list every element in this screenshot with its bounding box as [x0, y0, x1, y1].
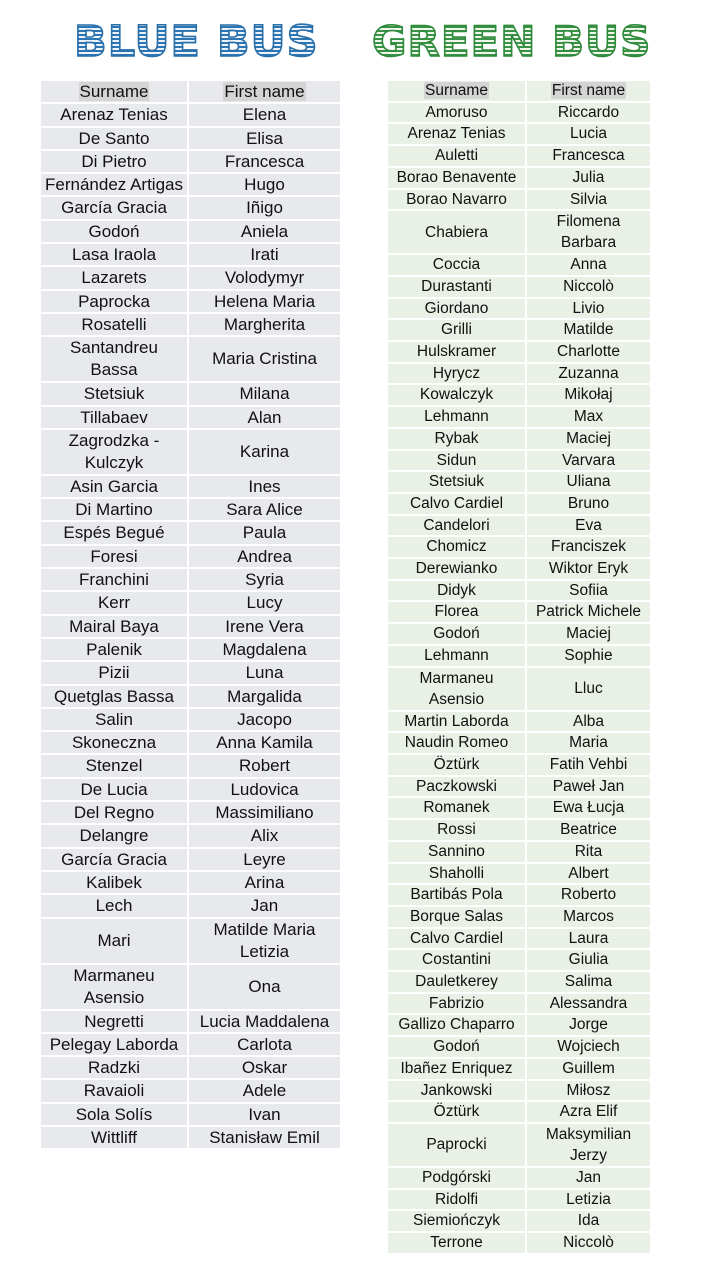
first-name-cell: Sophie	[527, 646, 650, 668]
surname-cell: García Gracia	[41, 849, 189, 872]
table-row	[388, 255, 650, 277]
table-row	[41, 291, 340, 314]
first-name-cell: Patrick Michele	[527, 602, 650, 624]
first-name-cell: Milana	[189, 383, 340, 406]
table-row	[388, 1124, 650, 1168]
table-row	[388, 668, 650, 712]
surname-cell: Asin Garcia	[41, 476, 189, 499]
surname-cell: Lech	[41, 895, 189, 918]
surname-cell: Gallizo Chaparro	[388, 1015, 527, 1037]
table-row	[41, 314, 340, 337]
table-row	[41, 430, 340, 476]
first-name-cell: Lucy	[189, 592, 340, 615]
surname-cell: Palenik	[41, 639, 189, 662]
table-row	[41, 965, 340, 1011]
table-row	[41, 244, 340, 267]
first-name-cell: Charlotte	[527, 342, 650, 364]
table-row	[388, 798, 650, 820]
first-name-cell: Silvia	[527, 190, 650, 212]
surname-cell: Romanek	[388, 798, 527, 820]
first-name-cell: Elena	[189, 104, 340, 127]
table-row	[41, 895, 340, 918]
table-row	[41, 174, 340, 197]
table-row	[41, 779, 340, 802]
table-row	[41, 383, 340, 406]
first-name-cell: Iñigo	[189, 197, 340, 220]
blue-bus-header-row	[41, 81, 340, 104]
table-row	[388, 581, 650, 603]
surname-cell: Godoń	[41, 221, 189, 244]
first-name-cell: Jorge	[527, 1015, 650, 1037]
first-name-cell: Alessandra	[527, 994, 650, 1016]
surname-cell: Bartibás Pola	[388, 885, 527, 907]
table-row	[388, 1190, 650, 1212]
first-name-cell: Robert	[189, 755, 340, 778]
first-name-cell: Sara Alice	[189, 499, 340, 522]
surname-cell: Giordano	[388, 299, 527, 321]
table-row	[41, 872, 340, 895]
table-row	[388, 146, 650, 168]
table-row	[388, 537, 650, 559]
surname-cell: Stetsiuk	[41, 383, 189, 406]
surname-cell: Shaholli	[388, 864, 527, 886]
first-name-cell: Ida	[527, 1211, 650, 1233]
surname-cell: Fernández Artigas	[41, 174, 189, 197]
table-row	[388, 929, 650, 951]
table-row	[388, 1233, 650, 1253]
surname-cell: Podgórski	[388, 1168, 527, 1190]
surname-cell: Di Pietro	[41, 151, 189, 174]
table-row	[41, 1011, 340, 1034]
table-row	[41, 709, 340, 732]
first-name-cell: Mikołaj	[527, 385, 650, 407]
surname-cell: Öztürk	[388, 1102, 527, 1124]
table-row	[388, 755, 650, 777]
first-name-cell: Irene Vera	[189, 616, 340, 639]
table-row	[388, 1037, 650, 1059]
surname-cell: Stetsiuk	[388, 472, 527, 494]
table-row	[388, 646, 650, 668]
table-row	[41, 592, 340, 615]
first-name-cell: Karina	[189, 430, 340, 476]
table-row	[388, 429, 650, 451]
table-row	[41, 1080, 340, 1103]
surname-cell: Di Martino	[41, 499, 189, 522]
table-row	[41, 849, 340, 872]
surname-cell: Del Regno	[41, 802, 189, 825]
green-bus-title: GREEN BUS	[372, 14, 651, 70]
table-row	[388, 1059, 650, 1081]
surname-cell: Skoneczna	[41, 732, 189, 755]
first-name-cell: Margherita	[189, 314, 340, 337]
table-row	[41, 1104, 340, 1127]
surname-cell: De Lucia	[41, 779, 189, 802]
surname-cell: Arenaz Tenias	[41, 104, 189, 127]
table-row	[388, 842, 650, 864]
surname-cell: Paprocki	[388, 1124, 527, 1168]
green-bus-table	[388, 81, 650, 1253]
table-row	[388, 494, 650, 516]
first-name-cell: Anna	[527, 255, 650, 277]
table-row	[388, 559, 650, 581]
table-row	[41, 151, 340, 174]
surname-cell: Ravaioli	[41, 1080, 189, 1103]
first-name-cell: Jan	[527, 1168, 650, 1190]
surname-cell: Durastanti	[388, 277, 527, 299]
surname-cell: Salin	[41, 709, 189, 732]
first-name-cell: Aniela	[189, 221, 340, 244]
table-row	[388, 211, 650, 255]
surname-cell: Sannino	[388, 842, 527, 864]
table-row	[41, 825, 340, 848]
blue-bus-table	[41, 81, 340, 1148]
first-name-cell: Varvara	[527, 451, 650, 473]
table-row	[41, 662, 340, 685]
table-row	[388, 1168, 650, 1190]
first-name-cell: Niccolò	[527, 277, 650, 299]
first-name-cell: Fatih Vehbi	[527, 755, 650, 777]
table-row	[388, 885, 650, 907]
green-bus-header-row	[388, 81, 650, 103]
table-row	[41, 267, 340, 290]
surname-cell: Rosatelli	[41, 314, 189, 337]
surname-cell: Delangre	[41, 825, 189, 848]
table-row	[388, 733, 650, 755]
surname-cell: Espés Begué	[41, 522, 189, 545]
surname-cell: Franchini	[41, 569, 189, 592]
first-name-cell: Alba	[527, 712, 650, 734]
table-row	[388, 516, 650, 538]
surname-cell: Rossi	[388, 820, 527, 842]
table-row	[41, 546, 340, 569]
first-name-cell: Laura	[527, 929, 650, 951]
table-row	[41, 1057, 340, 1080]
table-row	[41, 407, 340, 430]
table-row	[388, 1102, 650, 1124]
first-name-cell: Matilde	[527, 320, 650, 342]
first-name-cell: Franciszek	[527, 537, 650, 559]
table-row	[388, 950, 650, 972]
surname-cell: Kalibek	[41, 872, 189, 895]
first-name-cell: Salima	[527, 972, 650, 994]
first-name-cell: Rita	[527, 842, 650, 864]
first-name-cell: Eva	[527, 516, 650, 538]
first-name-cell: Volodymyr	[189, 267, 340, 290]
surname-cell: Negretti	[41, 1011, 189, 1034]
first-name-cell: Maciej	[527, 624, 650, 646]
first-name-cell: Luna	[189, 662, 340, 685]
surname-cell: Kowalczyk	[388, 385, 527, 407]
first-name-cell: Ewa Łucja	[527, 798, 650, 820]
table-row	[388, 364, 650, 386]
table-row	[388, 277, 650, 299]
surname-cell: Zagrodzka - Kulczyk	[41, 430, 189, 476]
surname-cell: Auletti	[388, 146, 527, 168]
first-name-cell: Wojciech	[527, 1037, 650, 1059]
surname-cell: Lehmann	[388, 646, 527, 668]
table-row	[41, 569, 340, 592]
surname-cell: Paczkowski	[388, 777, 527, 799]
surname-cell: Hyrycz	[388, 364, 527, 386]
surname-cell: Calvo Cardiel	[388, 929, 527, 951]
first-name-cell: Albert	[527, 864, 650, 886]
table-row	[388, 864, 650, 886]
first-name-cell: Helena Maria	[189, 291, 340, 314]
surname-cell: Marmaneu Asensio	[388, 668, 527, 712]
first-name-cell: Maciej	[527, 429, 650, 451]
table-row	[388, 472, 650, 494]
first-name-cell: Alix	[189, 825, 340, 848]
table-row	[41, 919, 340, 965]
first-name-cell: Zuzanna	[527, 364, 650, 386]
blue-bus-table-body	[41, 81, 340, 1148]
surname-cell: Chomicz	[388, 537, 527, 559]
table-row	[388, 994, 650, 1016]
surname-cell: Naudin Romeo	[388, 733, 527, 755]
first-name-header: First name	[189, 81, 340, 104]
surname-cell: Borque Salas	[388, 907, 527, 929]
first-name-cell: Carlota	[189, 1034, 340, 1057]
table-row	[41, 1034, 340, 1057]
table-row	[388, 820, 650, 842]
table-row	[41, 522, 340, 545]
first-name-cell: Francesca	[527, 146, 650, 168]
table-row	[41, 476, 340, 499]
table-row	[388, 168, 650, 190]
surname-cell: Lasa Iraola	[41, 244, 189, 267]
blue-bus-title: BLUE BUS	[74, 14, 319, 70]
first-name-cell: Francesca	[189, 151, 340, 174]
table-row	[41, 104, 340, 127]
surname-cell: Amoruso	[388, 103, 527, 125]
table-row	[388, 712, 650, 734]
surname-cell: Florea	[388, 602, 527, 624]
surname-cell: Grilli	[388, 320, 527, 342]
surname-cell: Ridolfi	[388, 1190, 527, 1212]
first-name-cell: Paweł Jan	[527, 777, 650, 799]
first-name-cell: Lucia	[527, 124, 650, 146]
first-name-cell: Massimiliano	[189, 802, 340, 825]
first-name-cell: Anna Kamila	[189, 732, 340, 755]
surname-cell: Coccia	[388, 255, 527, 277]
first-name-cell: Guillem	[527, 1059, 650, 1081]
surname-cell: Tillabaev	[41, 407, 189, 430]
surname-cell: Wittliff	[41, 1127, 189, 1148]
table-row	[388, 777, 650, 799]
first-name-cell: Bruno	[527, 494, 650, 516]
surname-cell: Terrone	[388, 1233, 527, 1253]
surname-cell: Godoń	[388, 624, 527, 646]
first-name-cell: Max	[527, 407, 650, 429]
first-name-cell: Margalida	[189, 686, 340, 709]
first-name-cell: Andrea	[189, 546, 340, 569]
table-row	[41, 337, 340, 383]
first-name-cell: Ludovica	[189, 779, 340, 802]
table-row	[41, 1127, 340, 1148]
surname-cell: Martin Laborda	[388, 712, 527, 734]
surname-cell: Jankowski	[388, 1081, 527, 1103]
first-name-cell: Livio	[527, 299, 650, 321]
surname-cell: Godoń	[388, 1037, 527, 1059]
first-name-cell: Adele	[189, 1080, 340, 1103]
first-name-cell: Magdalena	[189, 639, 340, 662]
green-bus-table-body	[388, 81, 650, 1253]
surname-cell: Chabiera	[388, 211, 527, 255]
first-name-cell: Maksymilian Jerzy	[527, 1124, 650, 1168]
first-name-cell: Wiktor Eryk	[527, 559, 650, 581]
first-name-header: First name	[527, 81, 650, 103]
surname-cell: Lazarets	[41, 267, 189, 290]
surname-cell: Öztürk	[388, 755, 527, 777]
table-row	[388, 1211, 650, 1233]
surname-cell: Candelori	[388, 516, 527, 538]
table-row	[388, 407, 650, 429]
first-name-cell: Julia	[527, 168, 650, 190]
table-row	[388, 299, 650, 321]
first-name-cell: Syria	[189, 569, 340, 592]
first-name-cell: Niccolò	[527, 1233, 650, 1253]
table-row	[388, 907, 650, 929]
surname-cell: Pelegay Laborda	[41, 1034, 189, 1057]
first-name-cell: Filomena Barbara	[527, 211, 650, 255]
surname-cell: Quetglas Bassa	[41, 686, 189, 709]
first-name-cell: Giulia	[527, 950, 650, 972]
first-name-cell: Letizia	[527, 1190, 650, 1212]
surname-cell: Sidun	[388, 451, 527, 473]
first-name-cell: Jacopo	[189, 709, 340, 732]
surname-cell: De Santo	[41, 128, 189, 151]
first-name-cell: Stanisław Emil	[189, 1127, 340, 1148]
surname-cell: Calvo Cardiel	[388, 494, 527, 516]
surname-cell: Fabrizio	[388, 994, 527, 1016]
surname-header: Surname	[388, 81, 527, 103]
first-name-cell: Ines	[189, 476, 340, 499]
first-name-cell: Jan	[189, 895, 340, 918]
surname-cell: Foresi	[41, 546, 189, 569]
first-name-cell: Leyre	[189, 849, 340, 872]
first-name-cell: Oskar	[189, 1057, 340, 1080]
surname-cell: Borao Benavente	[388, 168, 527, 190]
surname-cell: Hulskramer	[388, 342, 527, 364]
table-row	[388, 602, 650, 624]
surname-cell: García Gracia	[41, 197, 189, 220]
table-row	[41, 686, 340, 709]
first-name-cell: Marcos	[527, 907, 650, 929]
surname-cell: Rybak	[388, 429, 527, 451]
table-row	[41, 197, 340, 220]
table-row	[41, 639, 340, 662]
surname-cell: Mari	[41, 919, 189, 965]
table-row	[41, 499, 340, 522]
first-name-cell: Uliana	[527, 472, 650, 494]
first-name-cell: Lucia Maddalena	[189, 1011, 340, 1034]
surname-cell: Didyk	[388, 581, 527, 603]
surname-cell: Stenzel	[41, 755, 189, 778]
first-name-cell: Miłosz	[527, 1081, 650, 1103]
surname-cell: Mairal Baya	[41, 616, 189, 639]
first-name-cell: Irati	[189, 244, 340, 267]
table-row	[388, 1081, 650, 1103]
first-name-cell: Ona	[189, 965, 340, 1011]
first-name-cell: Hugo	[189, 174, 340, 197]
surname-cell: Borao Navarro	[388, 190, 527, 212]
first-name-cell: Azra Elif	[527, 1102, 650, 1124]
surname-cell: Marmaneu Asensio	[41, 965, 189, 1011]
table-row	[388, 342, 650, 364]
first-name-cell: Sofiia	[527, 581, 650, 603]
table-row	[41, 732, 340, 755]
surname-cell: Ibañez Enriquez	[388, 1059, 527, 1081]
surname-cell: Kerr	[41, 592, 189, 615]
table-row	[388, 190, 650, 212]
table-row	[388, 451, 650, 473]
first-name-cell: Paula	[189, 522, 340, 545]
surname-cell: Paprocka	[41, 291, 189, 314]
table-row	[41, 616, 340, 639]
first-name-cell: Maria Cristina	[189, 337, 340, 383]
surname-cell: Dauletkerey	[388, 972, 527, 994]
surname-cell: Sola Solís	[41, 1104, 189, 1127]
first-name-cell: Maria	[527, 733, 650, 755]
first-name-cell: Matilde Maria Letizia	[189, 919, 340, 965]
surname-cell: Santandreu Bassa	[41, 337, 189, 383]
first-name-cell: Roberto	[527, 885, 650, 907]
first-name-cell: Arina	[189, 872, 340, 895]
table-row	[41, 802, 340, 825]
surname-cell: Radzki	[41, 1057, 189, 1080]
table-row	[388, 972, 650, 994]
first-name-cell: Riccardo	[527, 103, 650, 125]
surname-cell: Siemiończyk	[388, 1211, 527, 1233]
table-row	[388, 385, 650, 407]
surname-header: Surname	[41, 81, 189, 104]
surname-cell: Arenaz Tenias	[388, 124, 527, 146]
surname-cell: Costantini	[388, 950, 527, 972]
table-row	[388, 1015, 650, 1037]
first-name-cell: Ivan	[189, 1104, 340, 1127]
table-row	[388, 320, 650, 342]
surname-cell: Lehmann	[388, 407, 527, 429]
first-name-cell: Lluc	[527, 668, 650, 712]
table-row	[388, 124, 650, 146]
first-name-cell: Beatrice	[527, 820, 650, 842]
table-row	[41, 755, 340, 778]
table-row	[41, 221, 340, 244]
first-name-cell: Alan	[189, 407, 340, 430]
table-row	[388, 624, 650, 646]
table-row	[388, 103, 650, 125]
surname-cell: Derewianko	[388, 559, 527, 581]
table-row	[41, 128, 340, 151]
first-name-cell: Elisa	[189, 128, 340, 151]
surname-cell: Pizii	[41, 662, 189, 685]
